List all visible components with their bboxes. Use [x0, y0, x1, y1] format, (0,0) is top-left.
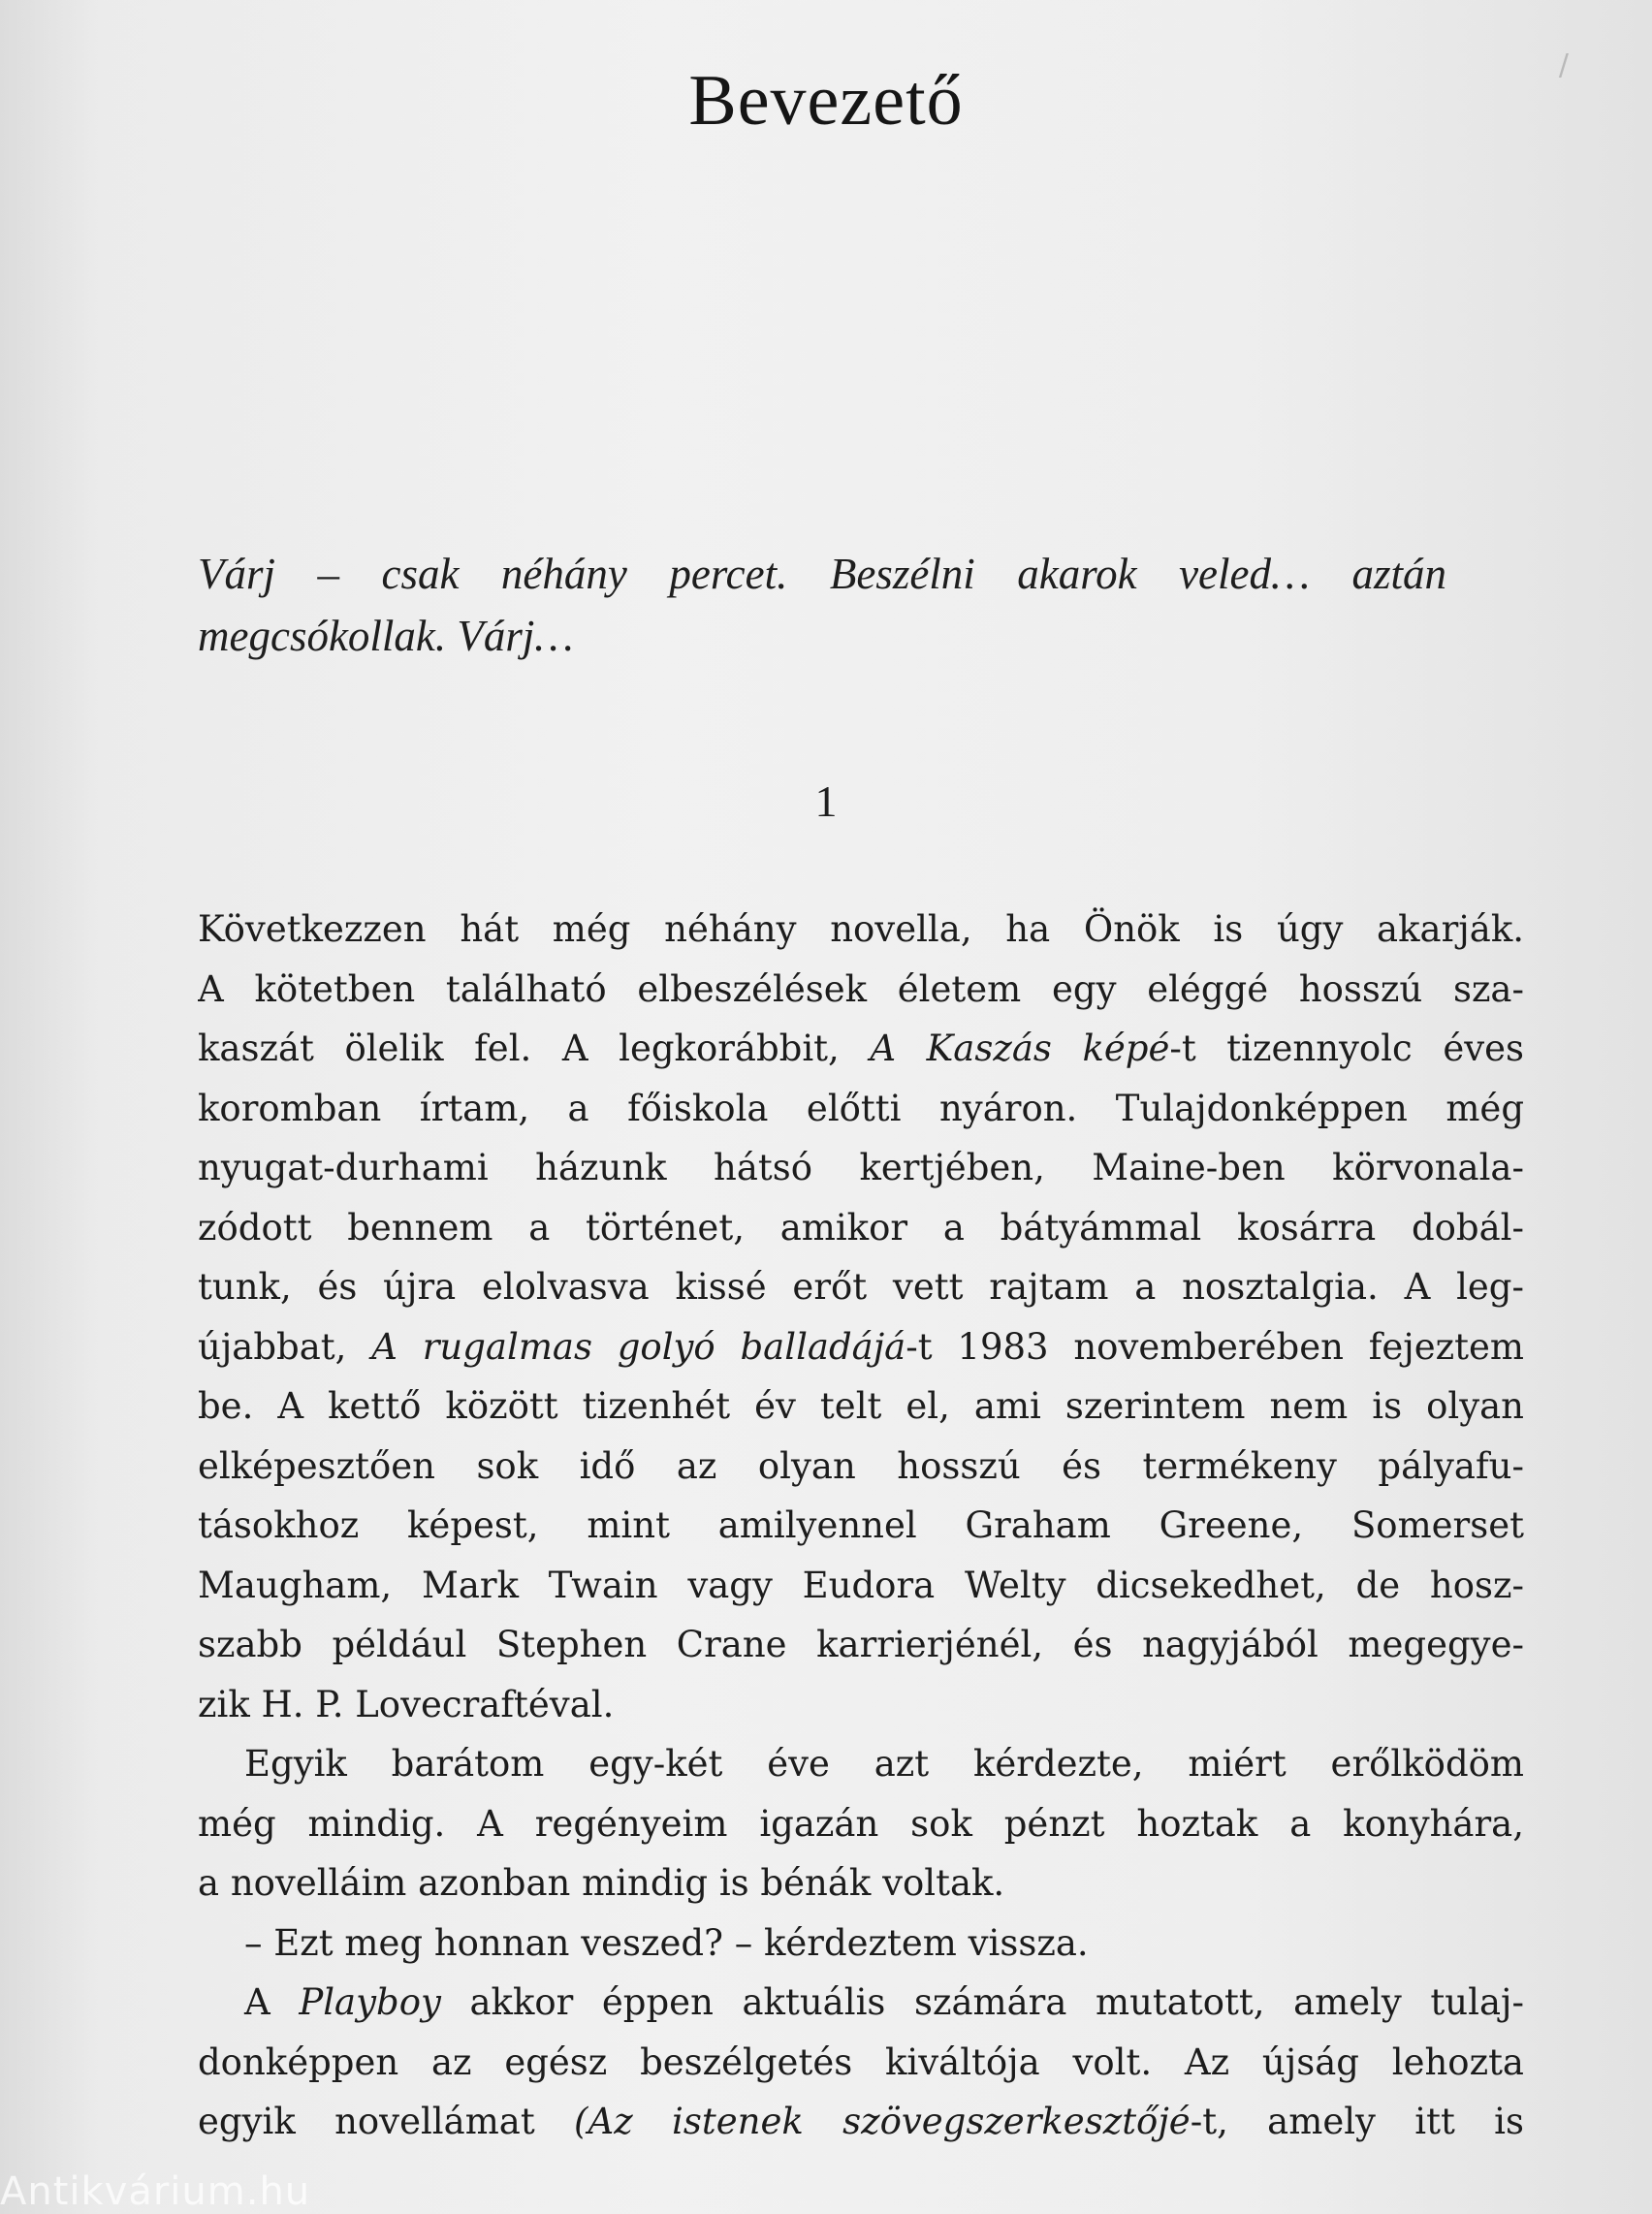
text-line [198, 1853, 1524, 1914]
text-line [198, 1138, 1524, 1198]
text-segment: kaszát ölelik fel. A legkorábbit, [198, 1028, 871, 1069]
text-line [198, 1615, 1524, 1675]
text-segment: elképesztően sok idő az olyan hosszú és termékeny pályafu- [198, 1444, 1524, 1487]
text-line [198, 1437, 1524, 1497]
text-line [198, 1079, 1524, 1139]
italic-title: A rugalmas golyó balladájá [371, 1325, 906, 1368]
watermark: Antikvárium.hu [0, 2169, 311, 2214]
text-segment: még mindig. A regényeim igazán sok pénzt hoztak a konyhára, [198, 1802, 1524, 1845]
text-segment: -t tizennyolc éves [1169, 1028, 1524, 1069]
text-segment: Következzen hát még néhány novella, ha Önök is úgy akarják. [198, 908, 1524, 950]
text-segment: -t, amely itt is [1190, 2101, 1524, 2142]
text-line [198, 1376, 1524, 1437]
text-segment: zódott bennem a történet, amikor a bátyámmal kosárra dobál- [198, 1206, 1524, 1249]
corner-mark: / [1558, 48, 1569, 82]
italic-title: (Az istenek szövegszerkesztőjé [574, 2101, 1191, 2142]
page-title: Bevezető [688, 61, 964, 141]
text-segment: tunk, és újra elolvasva kissé erőt vett rajtam a nosztalgia. A leg- [198, 1266, 1524, 1308]
text-segment: nyugat-durhami házunk hátsó kertjében, Maine-ben körvonala- [198, 1147, 1524, 1188]
text-line [198, 1198, 1524, 1258]
text-line [198, 1019, 1524, 1079]
italic-title: Playboy [299, 1981, 441, 2023]
epigraph: Várj – csak néhány percet. Beszélni akarok veled… aztán megcsókollak. Várj… [198, 550, 1446, 660]
text-segment: koromban írtam, a főiskola előtti nyáron. Tulajdonképpen még [198, 1087, 1524, 1129]
text-line [198, 1556, 1524, 1616]
text-line [198, 960, 1524, 1020]
text-segment: újabbat, [198, 1325, 372, 1368]
text-line [198, 1973, 1524, 2033]
text-segment: be. A kettő között tizenhét év telt el, ami szerintem nem is olyan [198, 1385, 1524, 1427]
text-segment: -t 1983 novemberében fejeztem [905, 1325, 1524, 1368]
text-line [198, 1257, 1524, 1317]
chapter-number: 1 [814, 776, 838, 826]
body-text [198, 900, 1524, 2152]
text-segment: zik H. P. Lovecraftéval. [198, 1683, 615, 1725]
text-segment: Egyik barátom egy-két éve azt kérdezte, miért erőlködöm [244, 1743, 1524, 1785]
text-segment: donképpen az egész beszélgetés kiváltója volt. Az újság lehozta [198, 2040, 1524, 2083]
text-line [198, 1675, 1524, 1735]
text-line [198, 1914, 1524, 1974]
text-segment: szabb például Stephen Crane karrierjénél, és nagyjából megegye- [198, 1624, 1524, 1665]
text-segment: Maugham, Mark Twain vagy Eudora Welty dicsekedhet, de hosz- [198, 1564, 1524, 1606]
text-segment: A kötetben található elbeszélések életem egy eléggé hosszú sza- [198, 967, 1524, 1010]
text-segment: tásokhoz képest, mint amilyennel Graham Greene, Somerset [198, 1504, 1524, 1546]
text-line [198, 1734, 1524, 1794]
text-line [198, 2033, 1524, 2093]
text-line [198, 2092, 1524, 2152]
text-line [198, 1794, 1524, 1854]
text-segment: akkor éppen aktuális számára mutatott, amely tulaj- [440, 1981, 1524, 2023]
text-line [198, 1496, 1524, 1556]
text-line [198, 900, 1524, 960]
text-segment: a novelláim azonban mindig is bénák voltak. [198, 1862, 1005, 1904]
text-segment: – Ezt meg honnan veszed? – kérdeztem vissza. [244, 1921, 1089, 1964]
text-segment: egyik novellámat [198, 2101, 575, 2142]
text-line [198, 1317, 1524, 1377]
text-segment: A [244, 1981, 300, 2023]
italic-title: A Kaszás képé [870, 1028, 1170, 1069]
